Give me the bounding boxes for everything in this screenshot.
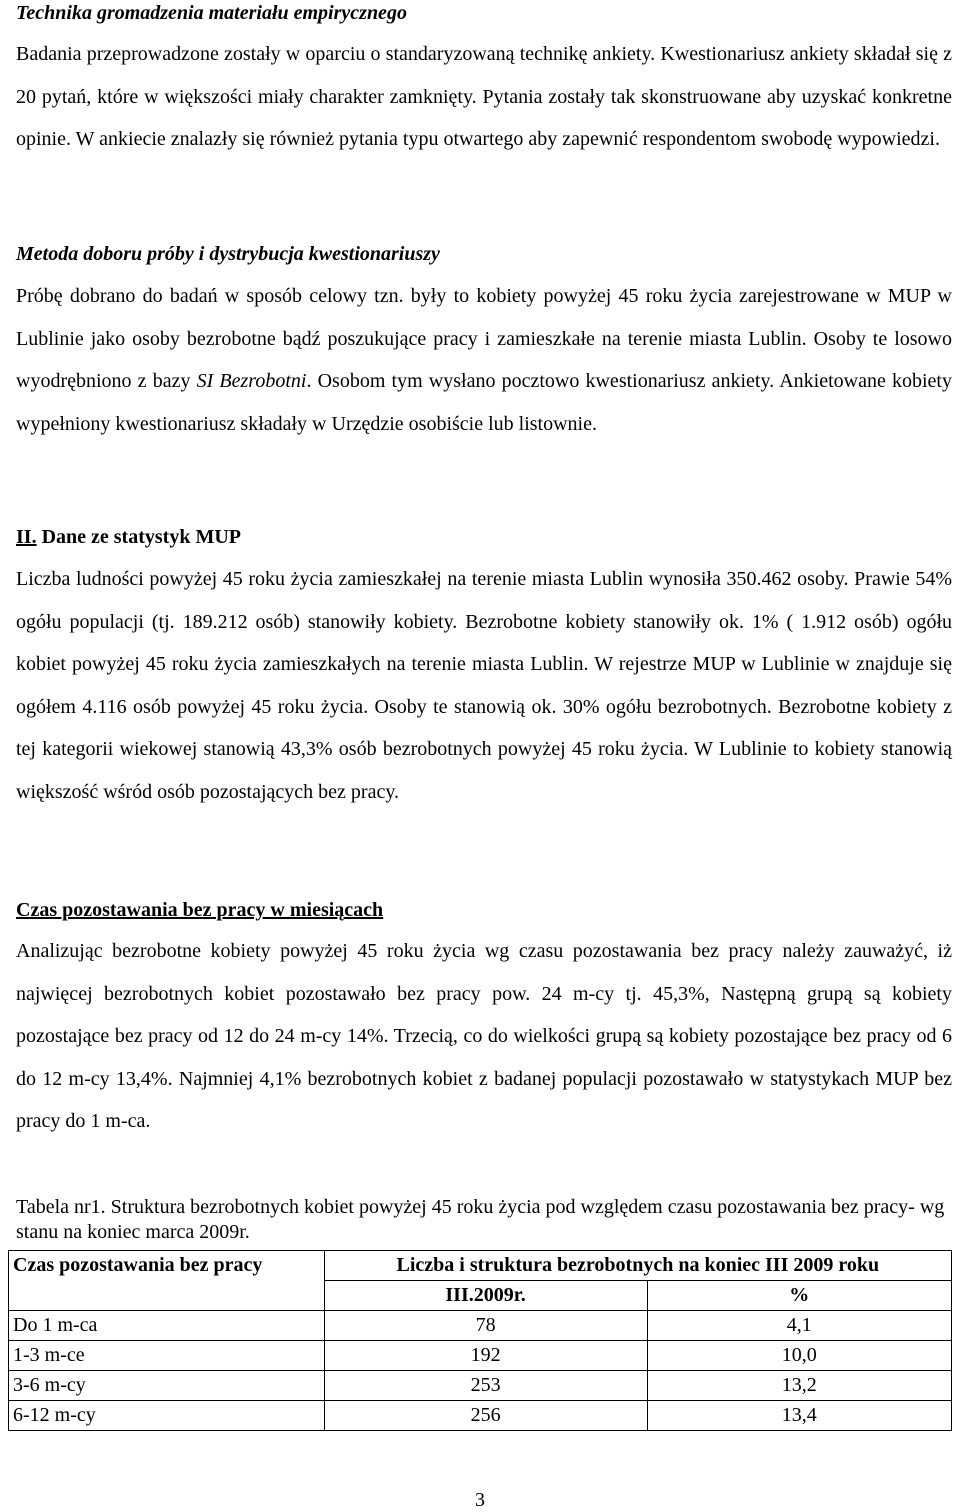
table-header-row	[9, 1251, 952, 1281]
table-row	[9, 1341, 952, 1371]
cell-count: 192	[324, 1341, 647, 1371]
paragraph-unemployment-duration: Analizując bezrobotne kobiety powyżej 45 roku życia wg czasu pozostawania bez pracy należy zauważyć, iż najwięcej bezrobotnych kobiet pozostawało bez pracy pow. 24 m-cy tj. 45,3%, Następną grupą są kobiety pozostające bez pracy od 12 do 24 m-cy 14%. Trzecią, co do wielkości grupą są kobiety pozostające bez pracy od 6 do 12 m-cy 13,4%. Najmniej 4,1% bezrobotnych kobiet z badanej populacji pozostawało w statystykach MUP bez pracy do 1 m-ca.	[16, 940, 952, 1132]
group-header: Liczba i struktura bezrobotnych na koniec III 2009 roku	[324, 1251, 951, 1281]
cell-count: 256	[324, 1401, 647, 1431]
cell-period: Do 1 m-ca	[9, 1311, 325, 1341]
section-heading-unemployment-duration: Czas pozostawania bez pracy w miesiącach	[16, 899, 384, 921]
section-number: II.	[16, 526, 37, 548]
paragraph-sampling-part-b: . Osobom tym wysłano pocztowo kwestionariusz ankiety. Ankietowane kobiety wypełniony kwestionariusz składały w Urzędzie osobiście lub listownie.	[16, 370, 952, 435]
section-heading-data-collection: Technika gromadzenia materiału empirycznego	[16, 2, 407, 24]
paragraph-data-collection: Badania przeprowadzone zostały w oparciu o standaryzowaną technikę ankiety. Kwestionariusz ankiety składał się z 20 pytań, które w większości miały charakter zamknięty. Pytania zostały tak skonstruowane aby uzyskać konkretne opinie. W ankiecie znalazły się również pytania typu otwartego aby zapewnić respondentom swobodę wypowiedzi.	[16, 43, 952, 150]
table-row	[9, 1401, 952, 1431]
section-heading-mup-statistics	[16, 524, 241, 550]
cell-percent: 13,4	[647, 1401, 951, 1431]
table-caption: Tabela nr1. Struktura bezrobotnych kobiet powyżej 45 roku życia pod względem czasu pozostawania bez pracy- wg stanu na koniec marca 2009r.	[16, 1196, 945, 1243]
paragraph-sampling	[16, 275, 952, 445]
paragraph-mup-statistics: Liczba ludności powyżej 45 roku życia zamieszkałej na terenie miasta Lublin wynosiła 350.462 osoby. Prawie 54% ogółu populacji (tj. 189.212 osób) stanowiły kobiety. Bezrobotne kobiety stanowiły ok. 1% ( 1.912 osób) ogółu kobiet powyżej 45 roku życia zamieszkałych na terenie miasta Lublin. W rejestrze MUP w Lublinie w znajduje się ogółem 4.116 osób powyżej 45 roku życia. Osoby te stanowią ok. 30% ogółu bezrobotnych. Bezrobotne kobiety z tej kategorii wiekowej stanowią 43,3% osób bezrobotnych powyżej 45 roku życia. W Lublinie to kobiety stanowią większość wśród osób pozostających bez pracy.	[16, 568, 952, 803]
cell-period: 6-12 m-cy	[9, 1401, 325, 1431]
cell-percent: 13,2	[647, 1371, 951, 1401]
cell-percent: 4,1	[647, 1311, 951, 1341]
cell-count: 253	[324, 1371, 647, 1401]
col-header-percent: %	[647, 1281, 951, 1311]
paragraph-sampling-part-a: Próbę dobrano do badań w sposób celowy tzn. były to kobiety powyżej 45 roku życia zarejestrowane w MUP w Lublinie jako osoby bezrobotne bądź poszukujące pracy i zamieszkałe na terenie miasta Lublin. Osoby te losowo wyodrębniono z bazy	[16, 285, 952, 392]
database-name: SI Bezrobotni	[196, 370, 307, 392]
section-heading-sampling: Metoda doboru próby i dystrybucja kwestionariuszy	[16, 243, 440, 265]
cell-count: 78	[324, 1311, 647, 1341]
section-title: Dane ze statystyk MUP	[36, 526, 241, 548]
table-row	[9, 1371, 952, 1401]
cell-percent: 10,0	[647, 1341, 951, 1371]
col-header-duration: Czas pozostawania bez pracy	[9, 1251, 325, 1311]
unemployment-duration-table	[8, 1250, 952, 1431]
cell-period: 3-6 m-cy	[9, 1371, 325, 1401]
page-number: 3	[475, 1489, 485, 1511]
table-row	[9, 1311, 952, 1341]
col-header-count: III.2009r.	[324, 1281, 647, 1311]
cell-period: 1-3 m-ce	[9, 1341, 325, 1371]
